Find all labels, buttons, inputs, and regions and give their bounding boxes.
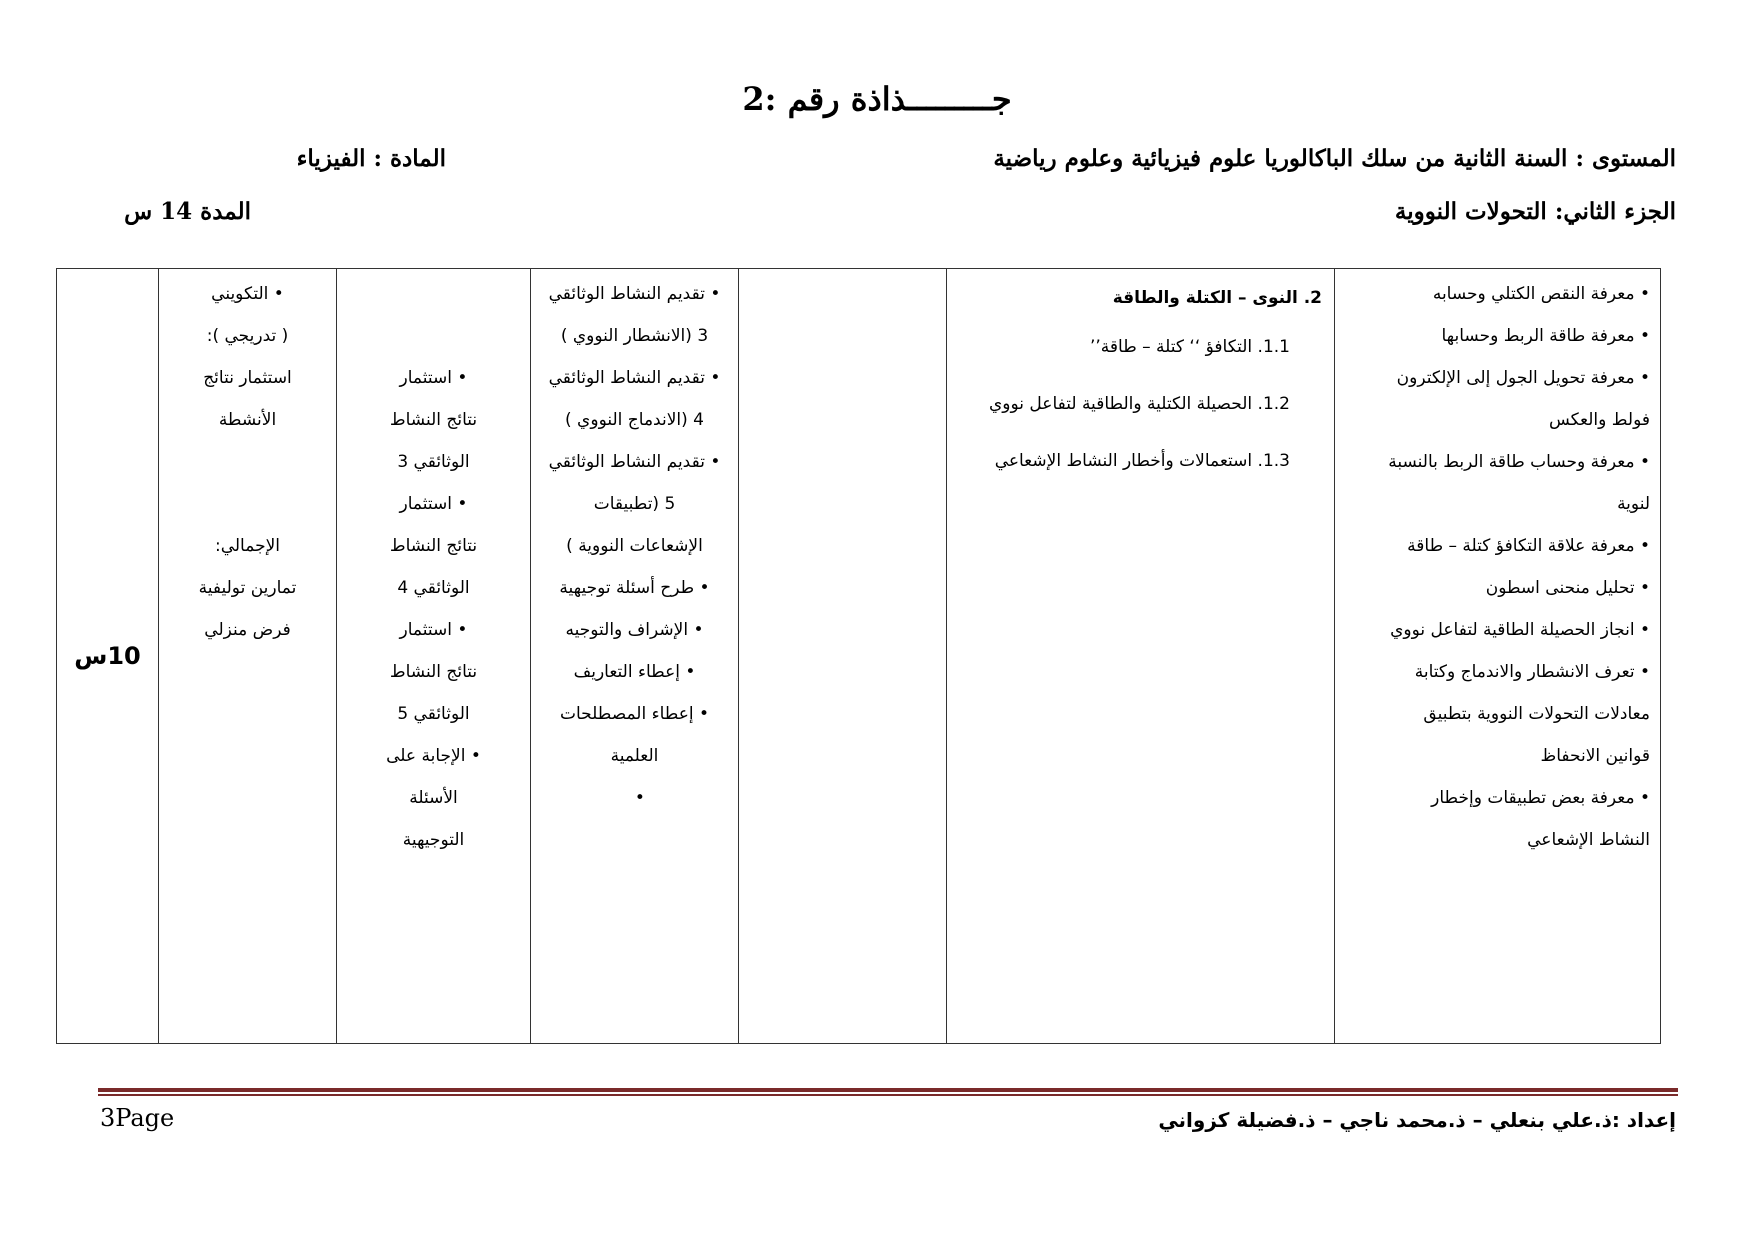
page-number: 3Page xyxy=(100,1104,175,1132)
evaluation-item: الإجمالي: xyxy=(214,536,280,556)
prepared-by: إعداد :ذ.علي بنعلي – ذ.محمد ناجي – ذ.فضيلة كزواني xyxy=(1158,1108,1676,1132)
empty-column xyxy=(739,269,946,273)
part-label: الجزء الثاني: التحولات النووية xyxy=(1394,198,1676,225)
objective-item: لنوية xyxy=(1617,494,1650,514)
subject-label: المادة : الفيزياء xyxy=(296,145,446,172)
teacher-activity-item: • إعطاء التعاريف xyxy=(541,651,728,693)
teacher-activity-item: 3 (الانشطار النووي ) xyxy=(560,326,709,346)
teacher-activity-item: • طرح أسئلة توجيهية xyxy=(541,567,728,609)
objective-item: • معرفة طاقة الربط وحسابها xyxy=(1345,315,1650,357)
student-activity-item: • الإجابة على xyxy=(347,735,520,777)
evaluation-item: • التكويني xyxy=(169,273,326,315)
objectives-list xyxy=(1335,269,1660,861)
footer-rule-thick xyxy=(98,1088,1678,1092)
evaluation-item: فرض منزلي xyxy=(204,620,291,640)
objective-item: معادلات التحولات النووية بتطبيق xyxy=(1423,704,1650,724)
student-activity-item xyxy=(347,273,520,315)
student-activity-item: • استثمار xyxy=(347,483,520,525)
student-activity-item: الأسئلة xyxy=(409,788,458,808)
student-activity-item: الوثائقي 4 xyxy=(397,578,470,598)
evaluation-item: استثمار نتائج xyxy=(203,368,292,388)
objective-item: • معرفة علاقة التكافؤ كتلة – طاقة xyxy=(1345,525,1650,567)
teacher-activity-item: 5 (تطبيقات xyxy=(593,494,676,514)
total-duration-label: المدة 14 س xyxy=(124,198,251,225)
teacher-activities-list xyxy=(531,269,738,819)
objective-item: • معرفة تحويل الجول إلى الإلكترون xyxy=(1345,357,1650,399)
teacher-activity-item: • إعطاء المصطلحات xyxy=(541,693,728,735)
teacher-activity-item: الإشعاعات النووية ) xyxy=(566,536,703,556)
objective-item: • تحليل منحنى اسطون xyxy=(1345,567,1650,609)
evaluation-item: ( تدريجي ): xyxy=(206,326,289,346)
student-activity-item: • استثمار xyxy=(347,357,520,399)
teacher-activity-item xyxy=(541,777,728,819)
teacher-activity-item: العلمية xyxy=(610,746,659,766)
evaluation-item xyxy=(169,483,326,525)
evaluation-item: الأنشطة xyxy=(218,410,277,430)
student-activity-item: • استثمار xyxy=(347,609,520,651)
student-activity-item: نتائج النشاط xyxy=(389,662,478,682)
objective-item: • انجاز الحصيلة الطاقية لتفاعل نووي xyxy=(1345,609,1650,651)
content-section-heading: 2. النوى – الكتلة والطاقة xyxy=(1112,288,1322,308)
teacher-activity-item: • تقديم النشاط الوثائقي xyxy=(541,273,728,315)
student-activity-item: التوجيهية xyxy=(402,830,465,850)
objective-item: • معرفة بعض تطبيقات وإخطار xyxy=(1345,777,1650,819)
objective-item: • معرفة وحساب طاقة الربط بالنسبة xyxy=(1345,441,1650,483)
page-title: جـــــــــذاذة رقم :2 xyxy=(742,80,1012,118)
empty-cell xyxy=(739,269,947,1044)
content-items xyxy=(957,319,1322,490)
student-activity-item: الوثائقي 5 xyxy=(397,704,470,724)
objectives-cell xyxy=(1335,269,1661,1044)
objective-item: • معرفة النقص الكتلي وحسابه xyxy=(1345,273,1650,315)
content-subitem: 1.1. التكافؤ ‘‘ كتلة – طاقة’’ xyxy=(1089,337,1290,357)
student-activity-item: نتائج النشاط xyxy=(389,536,478,556)
duration-cell xyxy=(57,269,159,1044)
content-cell xyxy=(947,269,1335,1044)
evaluation-item: تمارين توليفية xyxy=(198,578,297,598)
lesson-plan-table xyxy=(56,268,1661,1044)
student-activities-cell xyxy=(337,269,531,1044)
student-activity-item: نتائج النشاط xyxy=(389,410,478,430)
teacher-activity-item: • الإشراف والتوجيه xyxy=(541,609,728,651)
teacher-activities-cell xyxy=(531,269,739,1044)
content-subitem: 1.3. استعمالات وأخطار النشاط الإشعاعي xyxy=(994,451,1290,471)
footer-rule-thin xyxy=(98,1094,1678,1096)
level-label: المستوى : السنة الثانية من سلك الباكالوريا علوم فيزيائية وعلوم رياضية xyxy=(993,145,1676,172)
session-duration: 10س xyxy=(74,642,141,670)
evaluation-item xyxy=(169,441,326,483)
teacher-activity-item: • تقديم النشاط الوثائقي xyxy=(541,441,728,483)
teacher-activity-item: 4 (الاندماج النووي ) xyxy=(565,410,704,430)
objective-item: قوانين الانحفاظ xyxy=(1540,746,1650,766)
objective-item: النشاط الإشعاعي xyxy=(1527,830,1650,850)
student-activity-item xyxy=(347,315,520,357)
teacher-activity-item: • تقديم النشاط الوثائقي xyxy=(541,357,728,399)
student-activity-item: الوثائقي 3 xyxy=(397,452,470,472)
content-subitem: 1.2. الحصيلة الكتلية والطاقية لتفاعل نووي xyxy=(989,394,1290,414)
evaluation-list xyxy=(159,269,336,651)
objective-item: فولط والعكس xyxy=(1548,410,1650,430)
evaluation-cell xyxy=(159,269,337,1044)
objective-item: • تعرف الانشطار والاندماج وكتابة xyxy=(1345,651,1650,693)
student-activities-list xyxy=(337,269,530,861)
